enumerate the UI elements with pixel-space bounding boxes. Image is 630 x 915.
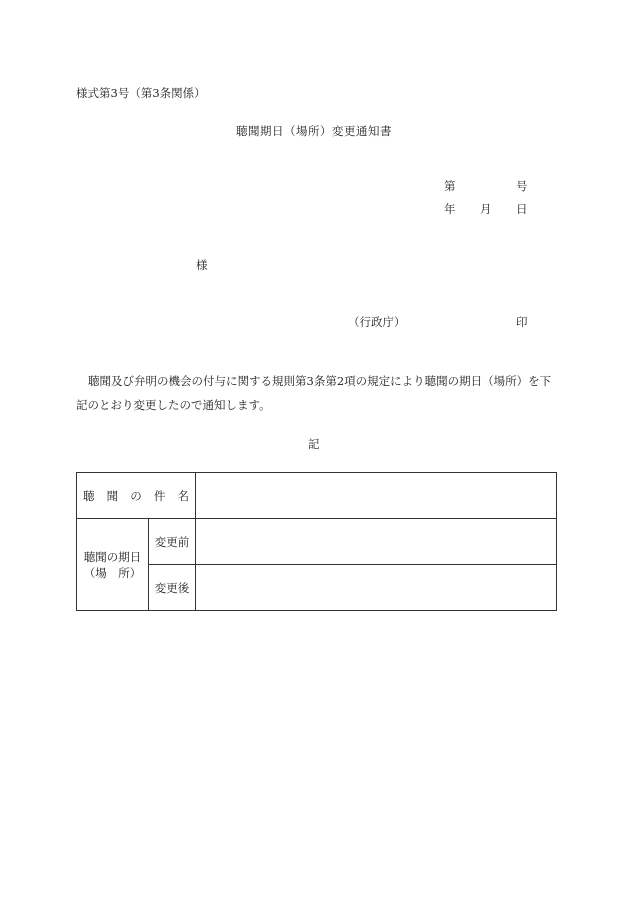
case-name-value[interactable] bbox=[196, 473, 557, 519]
recipient-suffix: 様 bbox=[196, 258, 208, 272]
case-name-char: の bbox=[130, 488, 142, 503]
table-row-after bbox=[77, 565, 557, 611]
date-day: 日 bbox=[516, 202, 528, 216]
date-place-label-line2: （場 所） bbox=[83, 565, 142, 580]
form-number: 様式第3号（第3条関係） bbox=[76, 86, 206, 100]
doc-number-suffix: 号 bbox=[516, 179, 528, 193]
case-name-char: 名 bbox=[177, 488, 189, 503]
before-change-value[interactable] bbox=[196, 519, 557, 565]
doc-number-prefix: 第 bbox=[444, 179, 456, 193]
document-title: 聴聞期日（場所）変更通知書 bbox=[236, 124, 392, 138]
case-name-char: 聞 bbox=[106, 488, 119, 503]
before-change-label: 変更前 bbox=[149, 519, 196, 565]
case-name-char: 聴 bbox=[83, 488, 95, 503]
after-change-label: 変更後 bbox=[149, 565, 196, 611]
date-year: 年 bbox=[444, 202, 456, 216]
body-text: 聴聞及び弁明の機会の付与に関する規則第3条第2項の規定により聴聞の期日（場所）を下記のとおり変更したので通知します。 bbox=[76, 374, 552, 412]
agency-label: （行政庁） bbox=[348, 315, 406, 329]
ki-heading: 記 bbox=[308, 437, 320, 451]
table-row-case-name bbox=[77, 473, 557, 519]
table-row-before bbox=[77, 519, 557, 565]
after-change-value[interactable] bbox=[196, 565, 557, 611]
case-name-char: 件 bbox=[153, 488, 166, 503]
case-name-label bbox=[77, 473, 196, 519]
seal-mark: 印 bbox=[516, 315, 528, 329]
change-details-table bbox=[76, 472, 557, 611]
date-month: 月 bbox=[480, 202, 492, 216]
date-place-label-line1: 聴聞の期日 bbox=[83, 549, 142, 564]
date-place-label bbox=[77, 519, 149, 611]
